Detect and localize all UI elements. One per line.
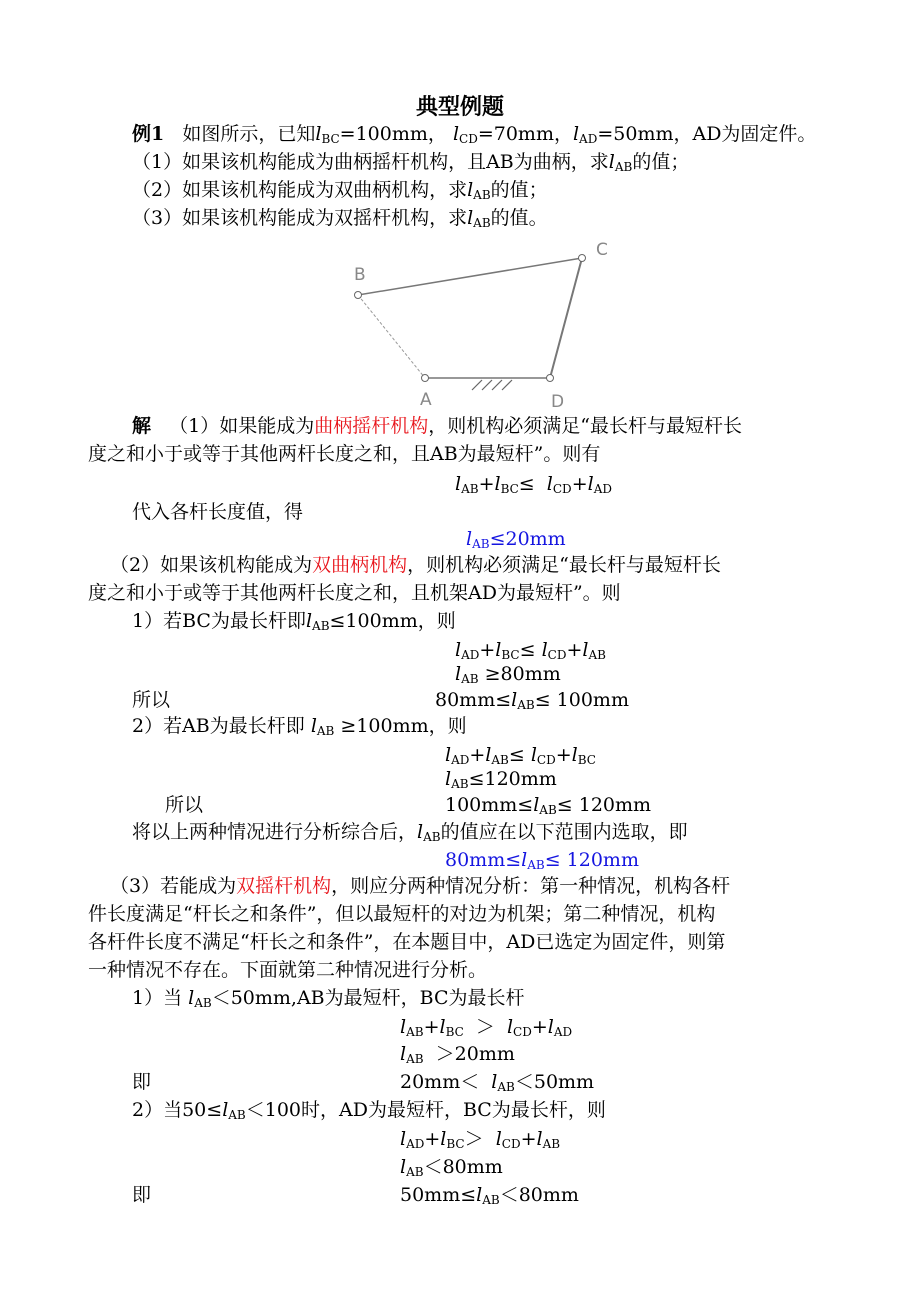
label-c: C — [596, 240, 608, 260]
solution-2-intro: （2）如果该机构能成为双曲柄机构，则机构必须满足“最长杆与最短杆长 — [110, 554, 721, 576]
label-a: A — [420, 390, 432, 410]
formula-12: $l_{AB}<80mm$ — [400, 1156, 503, 1179]
label-d: D — [551, 392, 565, 412]
summary-text: 将以上两种情况进行分析综合后，$l_{AB}$的值应在以下范围内选取，即 — [132, 821, 688, 844]
formula-5: $l_{AD}+l_{AB}\le l_{CD}+l_{BC}$ — [445, 744, 596, 767]
question-3: （3）如果该机构能成为双摇杆机构，求$l_{AB}$的值。 — [132, 207, 548, 230]
solution-3-line-3: 各杆件长度不满足“杆长之和条件”，在本题目中，AD已选定为固定件，则第 — [88, 931, 726, 953]
example-label: 例1 — [132, 123, 165, 145]
case-2-2: 2）若AB为最长杆即 $l_{AB} \ge 100mm$，则 — [132, 715, 467, 738]
term-double-rocker: 双摇杆机构 — [236, 875, 332, 897]
term-double-crank: 双曲柄机构 — [312, 554, 408, 576]
result-2: $80mm\le l_{AB}\le 120mm$ — [445, 849, 639, 872]
formula-8: $l_{AB}+l_{BC} > l_{CD}+l_{AD}$ — [400, 1016, 573, 1039]
formula-10: $20mm< l_{AB}<50mm$ — [400, 1071, 595, 1094]
ji-label-2: 即 — [132, 1184, 152, 1206]
formula-13: $50mm\le l_{AB}<80mm$ — [400, 1184, 579, 1207]
question-2: （2）如果该机构能成为双曲柄机构，求$l_{AB}$的值； — [132, 179, 548, 202]
term-crank-rocker: 曲柄摇杆机构 — [314, 415, 429, 437]
so-label-1: 所以 — [132, 689, 171, 711]
question-1: （1）如果该机构能成为曲柄摇杆机构，且AB为曲柄，求$l_{AB}$的值； — [132, 151, 690, 174]
formula-2: $l_{AD}+l_{BC}\le l_{CD}+l_{AB}$ — [455, 639, 606, 662]
solution-3-intro: （3）若能成为双摇杆机构，则应分两种情况分析：第一种情况，机构各杆 — [110, 875, 731, 897]
case-3-1: 1）当 $l_{AB}<50mm,AB$为最短杆，BC为最长杆 — [132, 987, 525, 1010]
case-2-1: 1）若BC为最长杆即$l_{AB}\le 100mm$，则 — [132, 610, 456, 633]
linkage-figure — [340, 235, 620, 415]
formula-1: $l_{AB}+l_{BC}\le l_{CD}+l_{AD}$ — [455, 473, 612, 496]
page-title: 典型例题 — [415, 94, 504, 120]
case-3-2: 2）当$50\le l_{AB}<100$时，AD为最短杆，BC为最长杆，则 — [132, 1099, 606, 1122]
label-b: B — [354, 265, 366, 285]
formula-9: $l_{AB} >20mm$ — [400, 1043, 515, 1066]
formula-7: $100mm\le l_{AB}\le 120mm$ — [445, 794, 652, 817]
solution-label: 解 — [132, 415, 152, 437]
solution-2-cond: 度之和小于或等于其他两杆长度之和，且机架AD为最短杆”。则 — [88, 582, 621, 604]
solution-3-line-2: 件长度满足“杆长之和条件”，但以最短杆的对边为机架；第二种情况，机构 — [88, 903, 716, 925]
solution-1-intro: 解 （1）如果能成为曲柄摇杆机构，则机构必须满足“最长杆与最短杆长 — [132, 415, 742, 437]
formula-4: $80mm\le l_{AB}\le 100mm$ — [435, 689, 629, 712]
solution-1-cond: 度之和小于或等于其他两杆长度之和，且AB为最短杆”。则有 — [88, 443, 601, 465]
formula-3: $l_{AB} \ge 80mm$ — [455, 663, 561, 686]
ji-label-1: 即 — [132, 1071, 152, 1093]
substitute-text: 代入各杆长度值，得 — [132, 501, 304, 523]
result-1: $l_{AB}\le 20mm$ — [466, 528, 566, 551]
example-given: 例1 如图所示，已知$l_{BC}=100mm$， $l_{CD}=70mm$，$l_{AD}=50mm$，AD为固定件。 — [132, 123, 817, 146]
so-label-2: 所以 — [165, 794, 204, 816]
formula-11: $l_{AD}+l_{BC}> l_{CD}+l_{AB}$ — [400, 1128, 561, 1151]
solution-3-line-4: 一种情况不存在。下面就第二种情况进行分析。 — [88, 959, 488, 981]
formula-6: $l_{AB}\le 120mm$ — [445, 768, 557, 791]
